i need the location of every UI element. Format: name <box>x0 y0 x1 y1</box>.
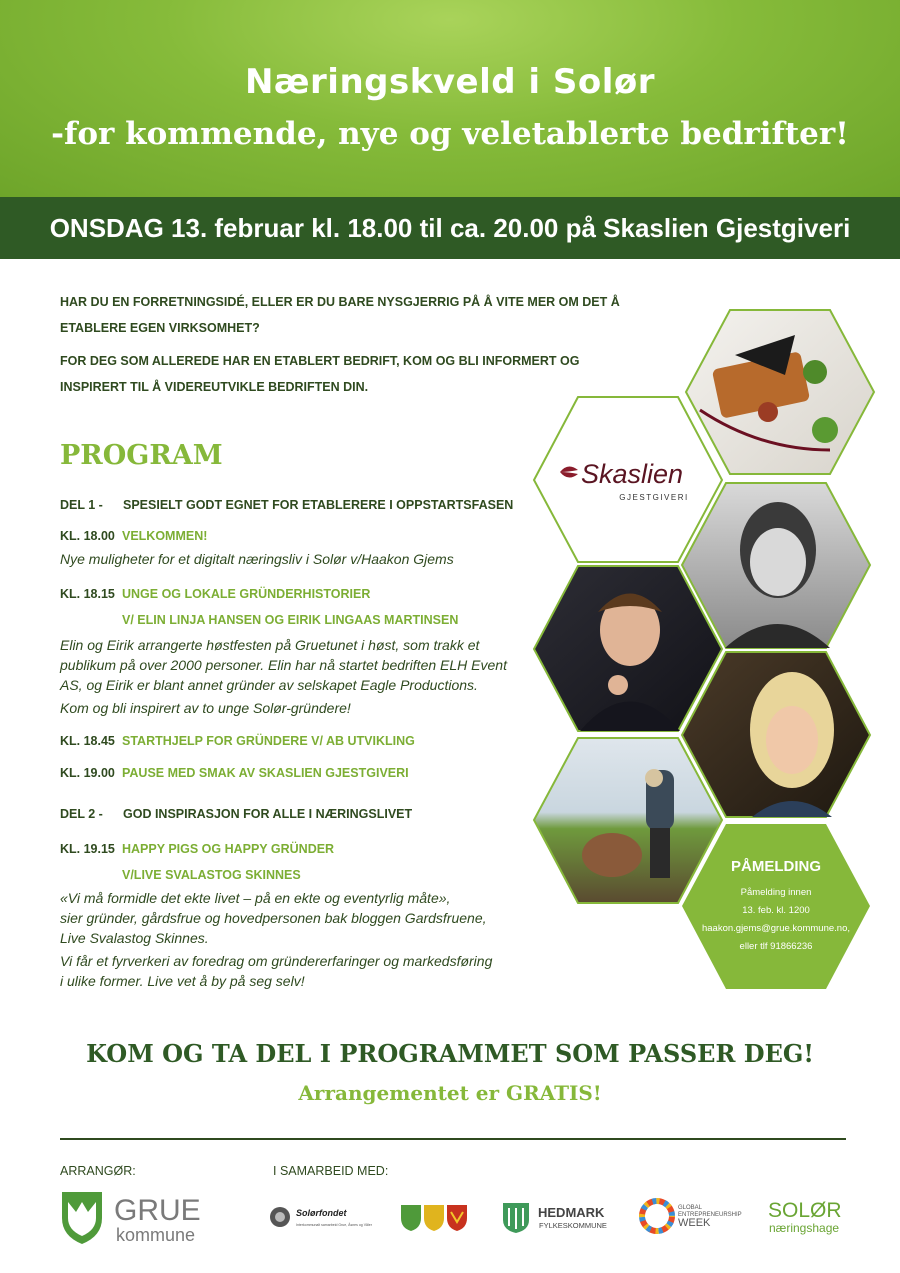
registration-hex <box>682 824 870 989</box>
del1-row <box>60 498 513 512</box>
registration-line-1: Påmelding innen <box>740 887 812 898</box>
solor-name: SOLØR <box>768 1199 842 1222</box>
item5-time: KL. 19.15 <box>60 842 115 856</box>
hexagon-collage <box>530 300 880 1000</box>
item2-speakers <box>122 613 458 627</box>
event-title: Næringskveld i Solør <box>244 62 656 102</box>
farm-photo-hex <box>534 738 722 903</box>
gew-logo <box>638 1196 750 1236</box>
item5-desc-1: «Vi må formidle det ekte livet – på en ekte og eventyrlig måte», <box>60 890 451 906</box>
registration-title: PÅMELDING <box>731 858 821 875</box>
item2-desc-3: AS, og Eirik er blant annet gründer av selskapet Eagle Productions. <box>60 677 478 693</box>
skaslien-logo-hex <box>534 397 722 562</box>
gew-line-3: WEEK <box>678 1217 711 1229</box>
grue-name: GRUE <box>114 1194 201 1227</box>
item1-desc: Nye muligheter for et digitalt næringsliv i Solør v/Haakon Gjems <box>60 551 454 567</box>
speaker-photo-eirik-hex <box>534 566 722 731</box>
del1-text: SPESIELT GODT EGNET FOR ETABLERERE I OPPSTARTSFASEN <box>123 498 514 512</box>
item2-desc-2: publikum på over 2000 personer. Elin har nå startet bedriften ELH Event <box>60 657 507 673</box>
cta-free: Arrangementet er GRATIS! <box>298 1081 602 1105</box>
hedmark-name: HEDMARK <box>538 1205 605 1220</box>
municipal-shields <box>400 1204 470 1232</box>
solor-sub: næringshage <box>769 1221 840 1235</box>
partners-label: I SAMARBEID MED: <box>273 1164 389 1178</box>
item2-title2: V/ ELIN LINJA HANSEN OG EIRIK LINGAAS MARTINSEN <box>122 613 459 627</box>
item2-desc-1: Elin og Eirik arrangerte høstfesten på Gruetunet i høst, som trakk et <box>60 637 480 653</box>
item2-row <box>60 587 370 601</box>
food-photo-hex <box>686 310 874 474</box>
grue-kommune-logo <box>60 1190 230 1246</box>
hedmark-logo <box>502 1202 614 1234</box>
pig-icon <box>582 833 642 877</box>
intro-line-2: ETABLERE EGEN VIRKSOMHET? <box>60 321 260 335</box>
hero-banner <box>0 0 900 197</box>
item4-time: KL. 19.00 <box>60 766 115 780</box>
hedmark-sub: FYLKESKOMMUNE <box>539 1221 607 1230</box>
registration-email[interactable]: haakon.gjems@grue.kommune.no, <box>701 923 851 934</box>
del2-label: DEL 2 - <box>60 807 103 821</box>
valer-shield-icon <box>447 1205 467 1231</box>
item1-row <box>60 529 207 543</box>
item1-title: VELKOMMEN! <box>122 529 208 543</box>
asnes-shield-icon <box>424 1205 444 1231</box>
intro-line-3: FOR DEG SOM ALLEREDE HAR EN ETABLERT BEDRIFT, KOM OG BLI INFORMERT OG <box>60 354 580 368</box>
item2-title: UNGE OG LOKALE GRÜNDERHISTORIER <box>122 587 371 601</box>
solorfondet-name: Solørfondet <box>296 1208 347 1218</box>
solorfondet-logo <box>270 1204 388 1230</box>
item3-time: KL. 18.45 <box>60 734 115 748</box>
item5-title: HAPPY PIGS OG HAPPY GRÜNDER <box>122 842 335 856</box>
program-heading: PROGRAM <box>60 440 223 471</box>
item4-row <box>60 766 409 780</box>
intro-line-4: INSPIRERT TIL Å VIDEREUTVIKLE BEDRIFTEN DIN. <box>60 380 369 394</box>
registration-phone: eller tlf 91866236 <box>739 941 813 952</box>
skaslien-logo-sub: GJESTGIVERI <box>619 493 689 502</box>
registration-line-2: 13. feb. kl. 1200 <box>742 905 810 916</box>
date-line: ONSDAG 13. februar kl. 18.00 til ca. 20.00 på Skaslien Gjestgiveri <box>49 212 851 243</box>
cta-main: KOM OG TA DEL I PROGRAMMET SOM PASSER DEG! <box>86 1039 814 1068</box>
item4-title: PAUSE MED SMAK AV SKASLIEN GJESTGIVERI <box>122 766 409 780</box>
speaker-photo-elin-hex <box>682 483 870 648</box>
gew-line-1: GLOBAL <box>678 1205 703 1211</box>
item5-row <box>60 842 334 856</box>
solor-naeringshage-logo <box>766 1197 846 1237</box>
gew-line-2: ENTREPRENEURSHIP <box>678 1212 742 1218</box>
item5-desc-3: Live Svalastog Skinnes. <box>60 930 209 946</box>
del2-row <box>60 807 412 821</box>
grue-sub: kommune <box>116 1225 196 1245</box>
solorfondet-sub: Interkommunalt samarbeid Grue, Åsnes og Våler <box>296 1223 372 1227</box>
gew-ring-icon <box>642 1201 672 1231</box>
grue-small-shield-icon <box>401 1205 421 1231</box>
item3-title: STARTHJELP FOR GRÜNDERE V/ AB UTVIKLING <box>122 734 415 748</box>
del1-label: DEL 1 - <box>60 498 103 512</box>
item5-desc-5: i ulike former. Live vet å by på seg selv! <box>60 973 305 989</box>
item5-speaker <box>122 868 301 882</box>
item1-time: KL. 18.00 <box>60 529 115 543</box>
item5-desc-2: sier gründer, gårdsfrue og hovedpersonen bak bloggen Gardsfruene, <box>60 910 487 926</box>
footer-divider <box>60 1138 846 1140</box>
skaslien-logo-name: Skaslien <box>580 459 684 489</box>
item2-desc-4: Kom og bli inspirert av to unge Solør-gründere! <box>60 700 351 716</box>
speaker-photo-live-hex <box>682 652 870 817</box>
del2-text: GOD INSPIRASJON FOR ALLE I NÆRINGSLIVET <box>123 807 413 821</box>
item5-desc-4: Vi får et fyrverkeri av foredrag om gründererfaringer og markedsføring <box>60 953 493 969</box>
intro-line-1: HAR DU EN FORRETNINGSIDÉ, ELLER ER DU BARE NYSGJERRIG PÅ Å VITE MER OM DET Å <box>60 295 620 309</box>
item5-title2: V/LIVE SVALASTOG SKINNES <box>122 868 301 882</box>
item3-row <box>60 734 415 748</box>
item2-time: KL. 18.15 <box>60 587 115 601</box>
organizer-label: ARRANGØR: <box>60 1164 136 1178</box>
event-subtitle: -for kommende, nye og veletablerte bedrifter! <box>51 116 849 152</box>
date-banner <box>0 197 900 259</box>
